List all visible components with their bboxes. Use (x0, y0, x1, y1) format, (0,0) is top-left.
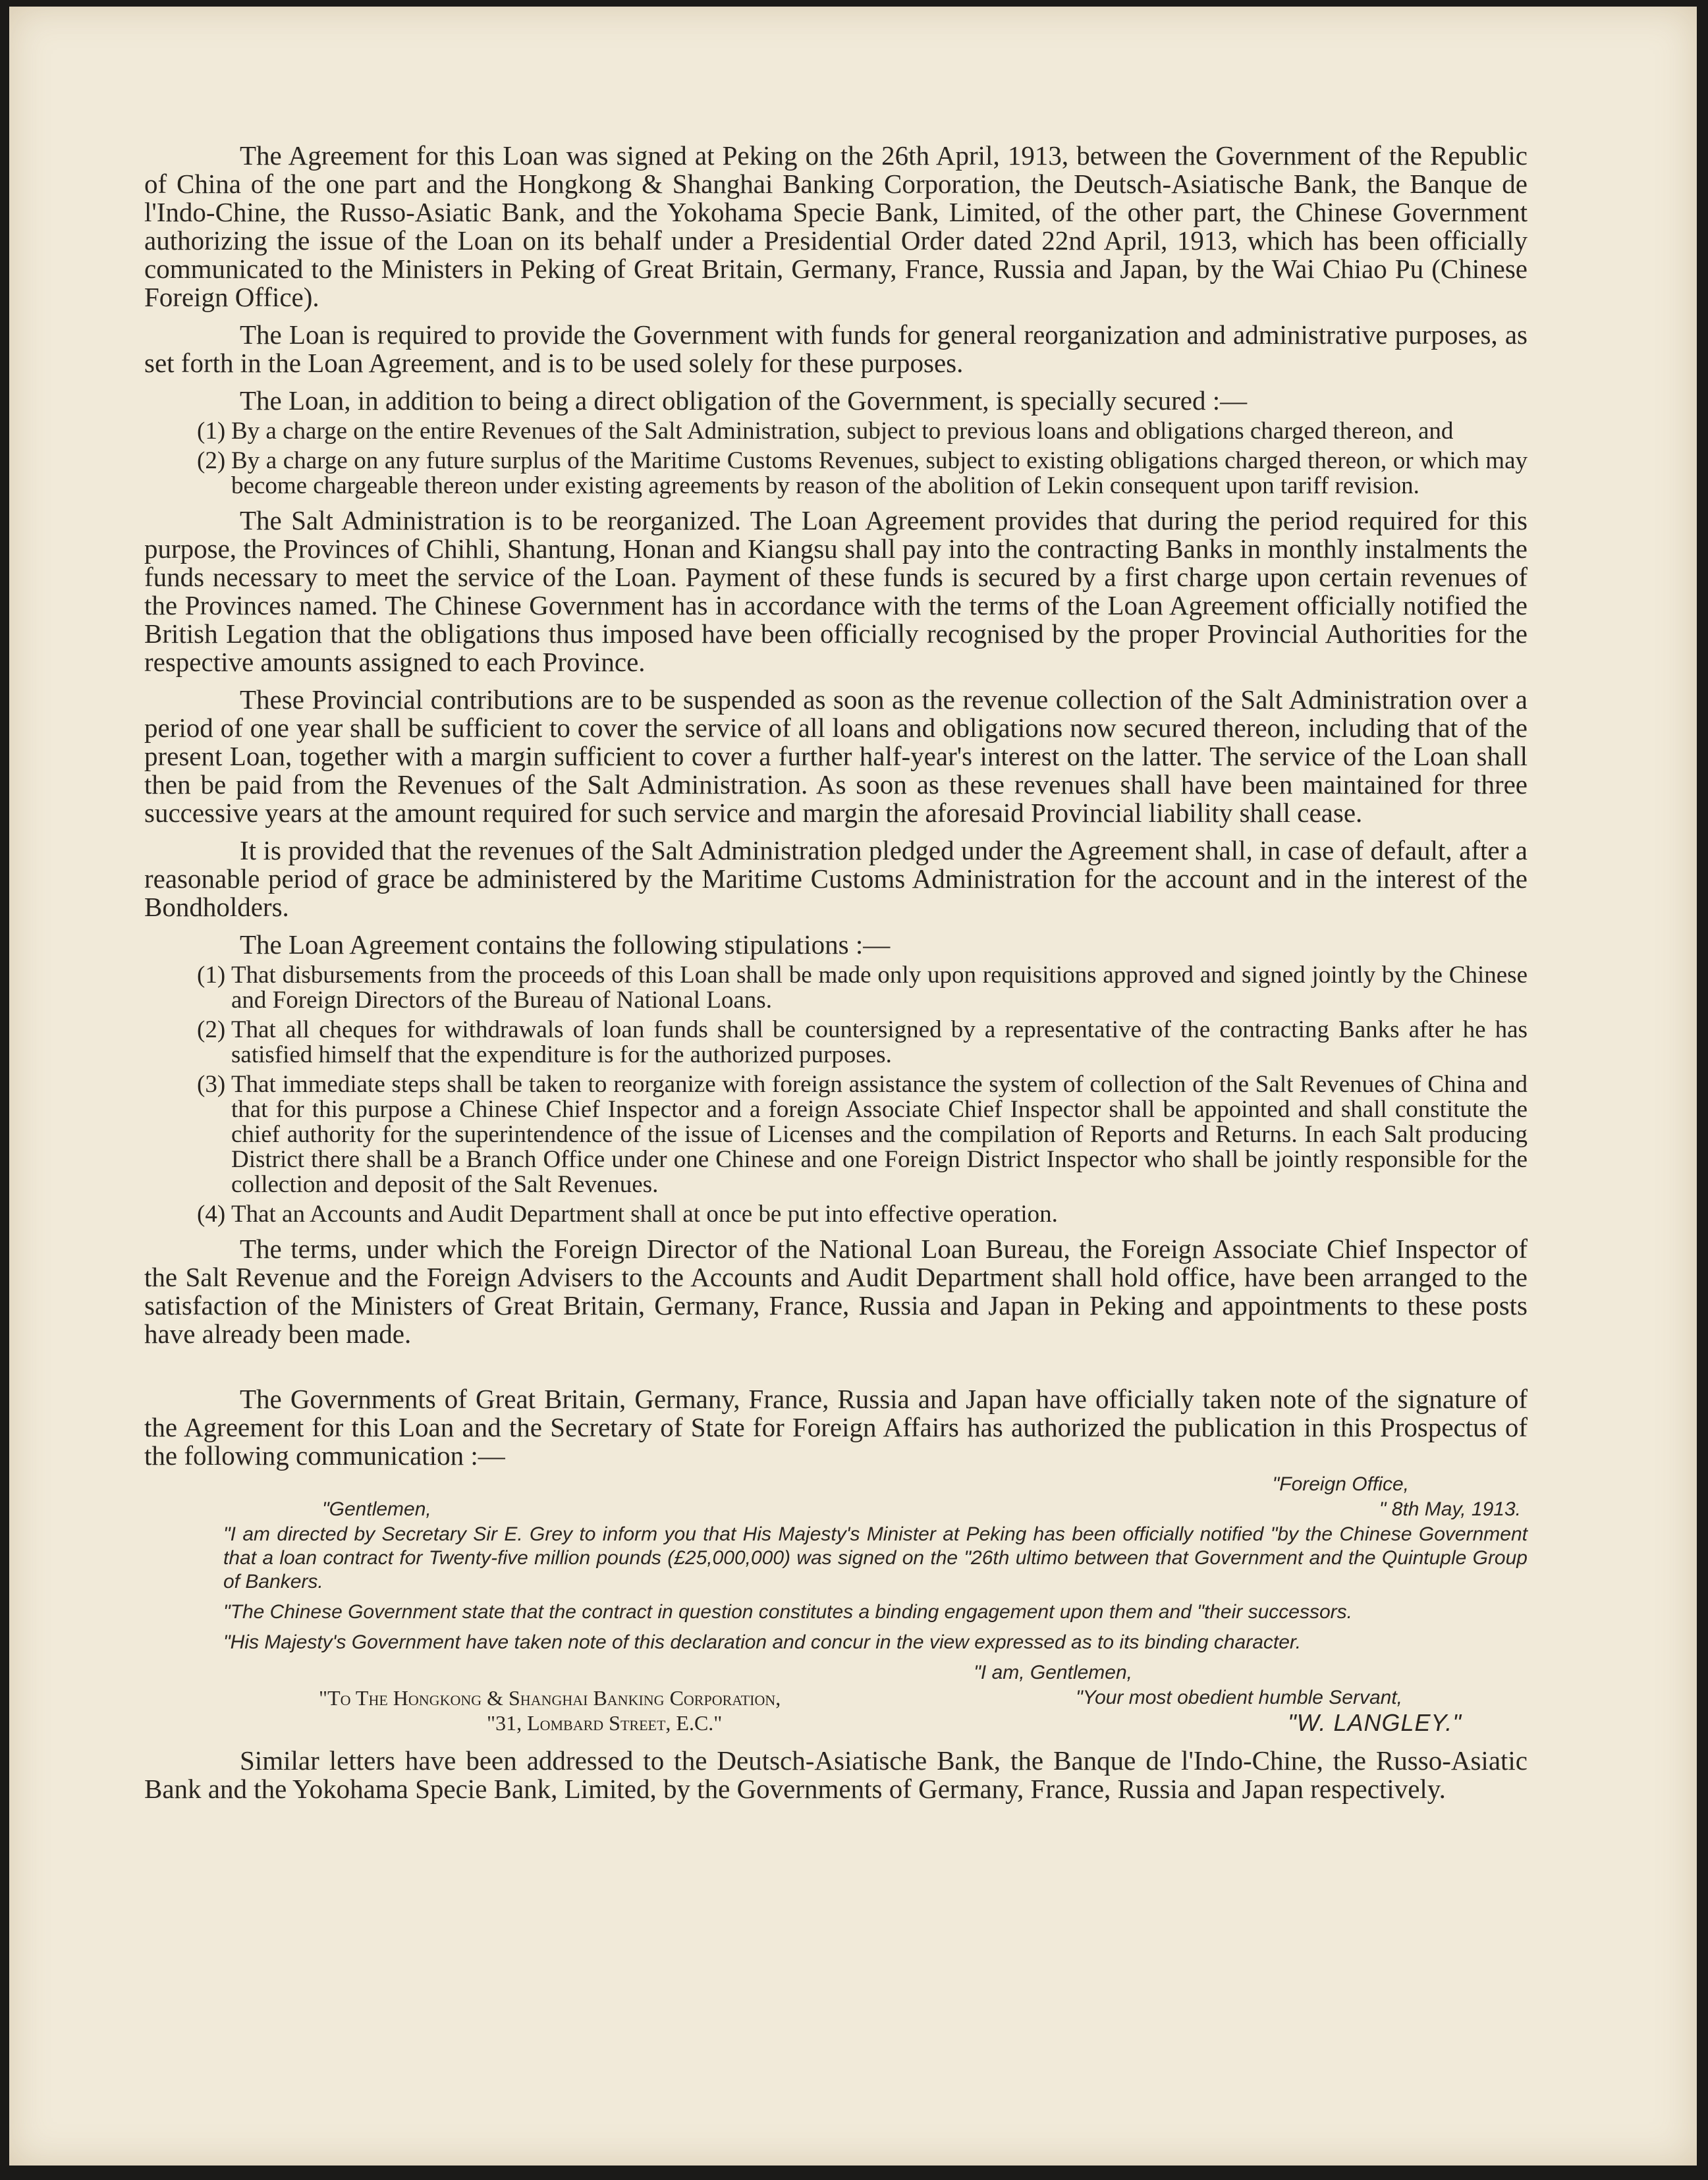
letter-closing: "I am, Gentlemen, (974, 1662, 1132, 1683)
paragraph-governments-note: The Governments of Great Britain, Germany, France, Russia and Japan have officially taken note of the signature of the Agreement for this Loan and the Secretary of State for Foreign Affairs has authorized the publication in this Prospectus of the following communication :— (144, 1384, 1528, 1471)
paragraph-provincial-contributions: These Provincial contributions are to be suspended as soon as the revenue collection of the Salt Administration over a period of one year shall be sufficient to cover the service of all loans and obligations now secured thereon, including that of the present Loan, together with a margin sufficient to cover a further half-year's interest on the latter. The service of the Loan shall then be paid from the Revenues of the Salt Administration. As soon as these revenues shall have been maintained for three successive years at the amount required for such service and margin the aforesaid Provincial liability shall cease. (144, 684, 1528, 828)
letter-paragraph: "I am directed by Secretary Sir E. Grey to inform you that His Majesty's Minister at Peking has been officially notified "by the Chinese Government that a loan contract for Twenty-five million pounds (£25,000,000) was signed on the "26th ultimo between that Government and the Quintuple Group of Bankers. (223, 1523, 1528, 1593)
foreign-office-letter (144, 1473, 1528, 1743)
security-clause: (2) By a charge on any future surplus of the Maritime Customs Revenues, subject to existing obligations charged thereon, or which may become chargeable thereon under existing agreements by reason of the abolition of Lekin consequent upon tariff revision. (197, 447, 1528, 499)
paragraph-default-provision: It is provided that the revenues of the Salt Administration pledged under the Agreement shall, in case of default, after a reasonable period of grace be administered by the Maritime Customs Administration for the account and in the interest of the Bondholders. (144, 835, 1528, 922)
letter-addressee: "To The Hongkong & Shanghai Banking Corporation, (319, 1686, 781, 1710)
document-page (9, 7, 1697, 2166)
stipulation-item: (4) That an Accounts and Audit Department shall at once be put into effective operation. (197, 1201, 1058, 1228)
paragraph-stipulations-intro: The Loan Agreement contains the following stipulations :— (240, 929, 891, 960)
paragraph-loan-purpose: The Loan is required to provide the Government with funds for general reorganization and administrative purposes, as set forth in the Loan Agreement, and is to be used solely for these purposes. (144, 319, 1528, 378)
paragraph-salt-administration: The Salt Administration is to be reorganized. The Loan Agreement provides that during the period required for this purpose, the Provinces of Chihli, Shantung, Honan and Kiangsu shall pay into the contracting Banks in monthly instalments the funds necessary to meet the service of the Loan. Payment of these funds is secured by a first charge upon certain revenues of the Provinces named. The Chinese Government has in accordance with the terms of the Loan Agreement officially notified the British Legation that the obligations thus imposed have been officially recognised by the proper Provincial Authorities for the respective amounts assigned to each Province. (144, 505, 1528, 677)
letter-address: "31, Lombard Street, E.C." (487, 1711, 723, 1735)
letter-signature: "W. LANGLEY." (1288, 1709, 1462, 1736)
paragraph-appointments: The terms, under which the Foreign Director of the National Loan Bureau, the Foreign Associate Chief Inspector of the Salt Revenue and the Foreign Advisers to the Accounts and Audit Department shall hold office, have been arranged to the satisfaction of the Ministers of Great Britain, Germany, France, Russia and Japan in Peking and appointments to these posts have already been made. (144, 1234, 1528, 1349)
security-clause: (1) By a charge on the entire Revenues of the Salt Administration, subject to previous loans and obligations charged thereon, and (197, 418, 1454, 445)
paragraph-similar-letters: Similar letters have been addressed to the Deutsch-Asiatische Bank, the Banque de l'Indo-Chine, the Russo-Asiatic Bank and the Yokohama Specie Bank, Limited, by the Governments of Germany, France, Russia and Japan respectively. (144, 1745, 1528, 1804)
security-clause-list (144, 419, 1528, 499)
letter-date: " 8th May, 1913. (1379, 1498, 1521, 1520)
stipulation-item: (3) That immediate steps shall be taken to reorganize with foreign assistance the system of collection of the Salt Revenues of China and that for this purpose a Chinese Chief Inspector and a foreign Associate Chief Inspector shall be appointed and shall constitute the chief authority for the superintendence of the issue of Licenses and the compilation of Reports and Returns. In each Salt producing District there shall be a Branch Office under one Chinese and one Foreign District Inspector who shall be jointly responsible for the collection and deposit of the Salt Revenues. (197, 1071, 1528, 1198)
letter-closing-servant: "Your most obedient humble Servant, (1076, 1687, 1402, 1708)
paragraph-agreement: The Agreement for this Loan was signed at Peking on the 26th April, 1913, between the Government of the Republic of China of the one part and the Hongkong & Shanghai Banking Corporation, the Deutsch-Asiatische Bank, the Banque de l'Indo-Chine, the Russo-Asiatic Bank, and the Yokohama Specie Bank, Limited, of the other part, the Chinese Government authorizing the issue of the Loan on its behalf under a Presidential Order dated 22nd April, 1913, which has been officially communicated to the Ministers in Peking of Great Britain, Germany, France, Russia and Japan, by the Wai Chiao Pu (Chinese Foreign Office). (144, 140, 1528, 312)
paragraph-security-intro: The Loan, in addition to being a direct obligation of the Government, is specially secured :— (240, 385, 1248, 416)
letter-paragraph: "His Majesty's Government have taken note of this declaration and concur in the view expressed as to its binding character. (223, 1631, 1302, 1653)
stipulation-list (144, 963, 1528, 1227)
document-body (144, 142, 1528, 1812)
letter-office: "Foreign Office, (1272, 1473, 1409, 1495)
letter-paragraph: "The Chinese Government state that the contract in question constitutes a binding engagement upon them and "their successors. (223, 1601, 1352, 1623)
stipulation-item: (1) That disbursements from the proceeds of this Loan shall be made only upon requisitions approved and signed jointly by the Chinese and Foreign Directors of the Bureau of National Loans. (197, 962, 1528, 1014)
stipulation-item: (2) That all cheques for withdrawals of loan funds shall be countersigned by a representative of the contracting Banks after he has satisfied himself that the expenditure is for the authorized purposes. (197, 1016, 1528, 1068)
letter-salutation: "Gentlemen, (322, 1498, 431, 1520)
